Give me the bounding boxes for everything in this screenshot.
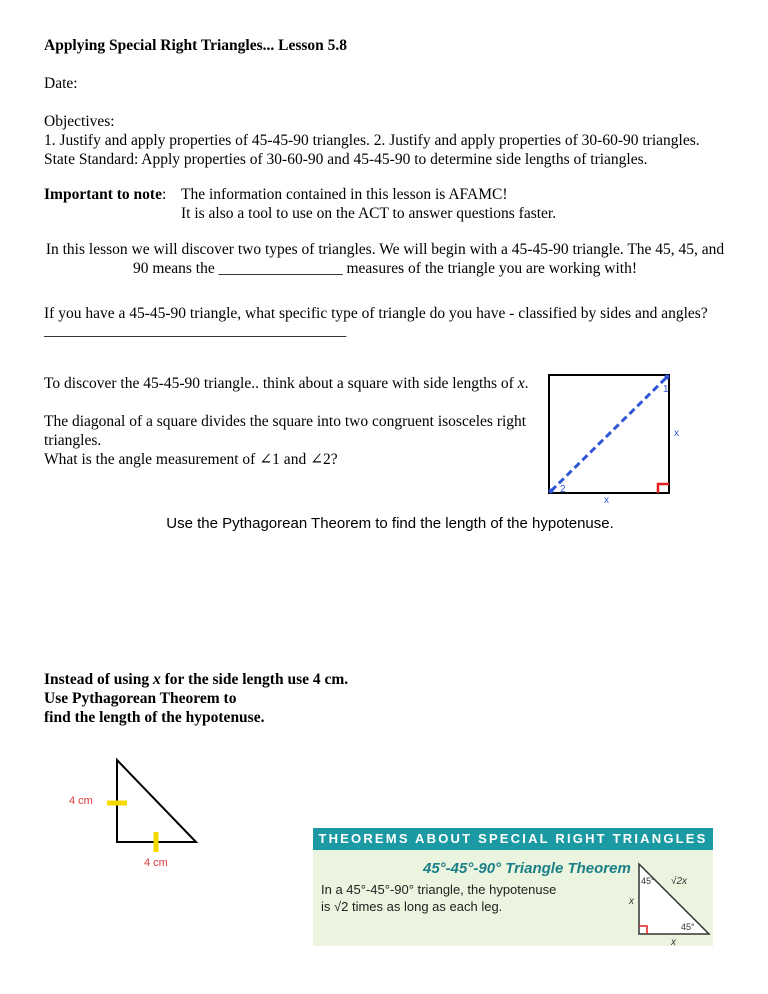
theorem-leg-left-label: x xyxy=(629,896,634,907)
angle-label-1: 1 xyxy=(663,384,669,395)
angle-question: What is the angle measurement of ∠1 and ∠2? xyxy=(44,451,338,468)
note-label: Important to note xyxy=(44,186,162,203)
theorem-triangle xyxy=(639,864,709,934)
instead-line-1-text: Instead of using xyxy=(44,671,153,688)
square-intro-text: To discover the 45-45-90 triangle.. think about a square with side lengths of xyxy=(44,375,518,392)
intro-line-2: 90 means the ________________ measures of the triangle you are working with! xyxy=(132,260,638,277)
theorem-angle-top: 45° xyxy=(641,876,655,886)
instead-line-2: Use Pythagorean Theorem to xyxy=(44,690,237,707)
objectives-line-2: State Standard: Apply properties of 30-60-90 and 45-45-90 to determine side lengths of triangles. xyxy=(44,151,648,168)
theorem-hypotenuse-label: √2x xyxy=(671,876,688,887)
square-intro xyxy=(44,374,528,393)
square-figure xyxy=(540,368,680,504)
note-label-wrap xyxy=(44,185,166,204)
theorem-banner: THEOREMS ABOUT SPECIAL RIGHT TRIANGLES xyxy=(313,828,713,850)
side-label-right: x xyxy=(674,428,679,439)
intro-line-1: In this lesson we will discover two types of triangles. We will begin with a 45-45-90 triangle. The 45, 45, and xyxy=(45,241,725,258)
right-angle-marker xyxy=(658,484,669,493)
diagonal-line-1: The diagonal of a square divides the square into two congruent isosceles right xyxy=(44,413,527,430)
theorem-angle-bottom: 45° xyxy=(681,922,695,932)
square-intro-variable: x xyxy=(517,375,525,392)
theorem-line-2: is √2 times as long as each leg. xyxy=(321,899,503,914)
small-triangle xyxy=(117,760,196,842)
angle-label-2: 2 xyxy=(560,484,566,495)
objectives-line-1: 1. Justify and apply properties of 45-45-90 triangles. 2. Justify and apply properties of 30-60-90 triangles. xyxy=(44,132,700,149)
left-leg-label: 4 cm xyxy=(69,795,93,807)
question-blank: _______________________________________ xyxy=(44,322,347,339)
note-line-2: It is also a tool to use on the ACT to answer questions faster. xyxy=(181,205,557,222)
note-line-1: The information contained in this lesson is AFAMC! xyxy=(181,186,508,203)
objectives-heading: Objectives: xyxy=(44,113,115,130)
theorem-line-1: In a 45°-45°-90° triangle, the hypotenuse xyxy=(321,882,557,897)
theorem-leg-bottom-label: x xyxy=(671,937,676,946)
diagonal-endpoint-top xyxy=(665,375,670,380)
small-triangle-figure xyxy=(60,752,210,872)
note-colon: : xyxy=(161,186,167,203)
diagonal-endpoint-bottom xyxy=(549,489,554,494)
page-title: Applying Special Right Triangles... Lesson 5.8 xyxy=(44,37,348,54)
diagonal-line-2: triangles. xyxy=(44,432,102,449)
instead-line-1 xyxy=(44,670,348,689)
instead-variable: x xyxy=(152,671,161,688)
date-label: Date: xyxy=(44,75,78,92)
side-label-bottom: x xyxy=(604,495,609,504)
instead-line-3: find the length of the hypotenuse. xyxy=(44,709,265,726)
pythagorean-prompt: Use the Pythagorean Theorem to find the length of the hypotenuse. xyxy=(166,515,614,532)
theorem-triangle-figure xyxy=(619,856,713,946)
square-diagonal xyxy=(551,377,667,491)
theorem-title: 45°-45°-90° Triangle Theorem xyxy=(423,860,631,877)
instead-line-1-rest: for the side length use 4 cm. xyxy=(160,671,349,688)
bottom-leg-label: 4 cm xyxy=(144,857,168,869)
question-text: If you have a 45-45-90 triangle, what specific type of triangle do you have - classified by sides and angles? xyxy=(44,305,708,322)
square-intro-period: . xyxy=(524,375,529,392)
theorem-box xyxy=(313,828,713,946)
